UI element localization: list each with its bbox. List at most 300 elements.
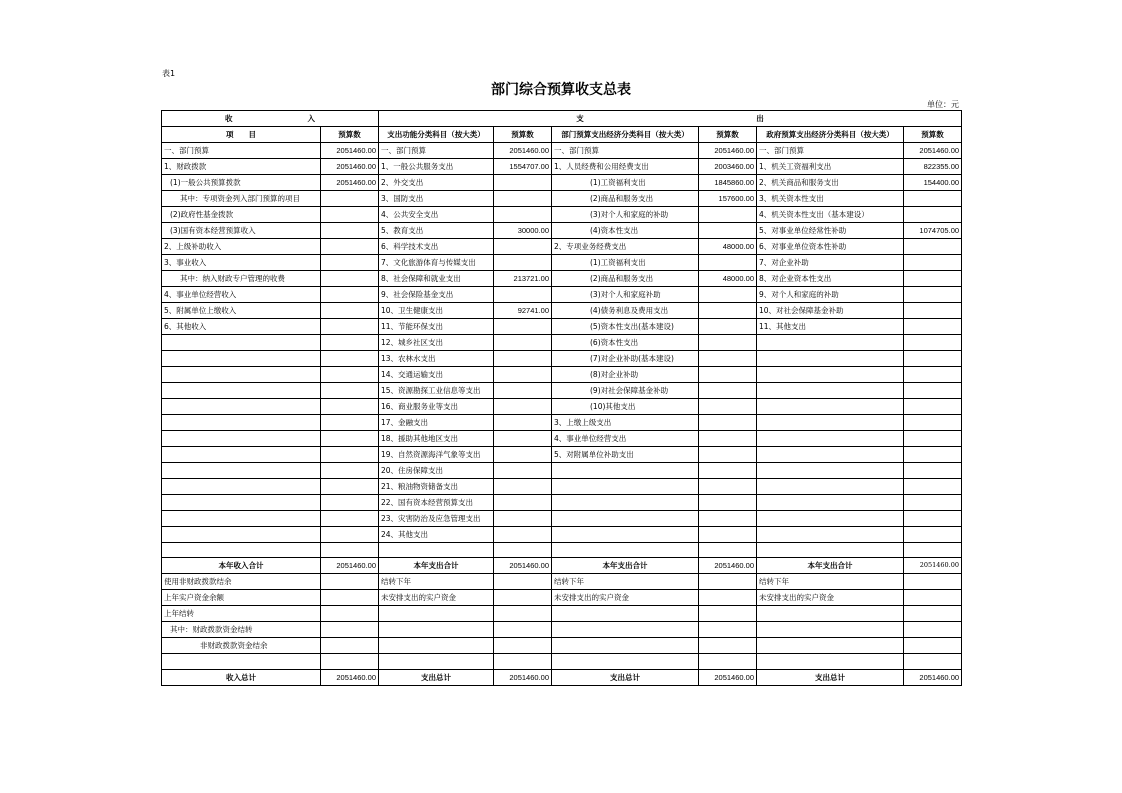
table-row xyxy=(162,463,962,479)
income-item xyxy=(162,527,321,543)
empty-cell xyxy=(904,543,962,558)
table-row xyxy=(162,399,962,415)
gov-econ-budget xyxy=(904,319,962,335)
dept-econ-item: 4、事业单位经营支出 xyxy=(552,431,699,447)
empty-cell xyxy=(379,654,494,669)
dept-econ-item: (5)资本性支出(基本建设) xyxy=(552,319,699,335)
grand-expense-total-label: 支出总计 xyxy=(552,669,699,685)
expense-group-header: 支 出 xyxy=(379,111,962,127)
func-item: 6、科学技术支出 xyxy=(379,239,494,255)
gov-econ-item: 5、对事业单位经常性补助 xyxy=(757,223,904,239)
year-expense-total-label: 本年支出合计 xyxy=(379,558,494,574)
table-row xyxy=(162,239,962,255)
grand-expense-total-value: 2051460.00 xyxy=(494,669,552,685)
year-expense-total-value: 2051460.00 xyxy=(494,558,552,574)
empty-cell xyxy=(699,606,757,622)
dept-econ-item: 一、部门预算 xyxy=(552,143,699,159)
empty-cell xyxy=(494,606,552,622)
dept-econ-item: (1)工资福利支出 xyxy=(552,255,699,271)
carry-income-item: 非财政拨款资金结余 xyxy=(162,638,321,654)
empty-cell xyxy=(494,543,552,558)
gov-econ-item xyxy=(757,335,904,351)
carry-income-item: 其中：财政拨款资金结转 xyxy=(162,622,321,638)
income-group-header: 收 入 xyxy=(162,111,379,127)
func-budget xyxy=(494,447,552,463)
func-budget xyxy=(494,495,552,511)
func-budget: 1554707.00 xyxy=(494,159,552,175)
gov-econ-item: 8、对企业资本性支出 xyxy=(757,271,904,287)
dept-econ-item: (7)对企业补助(基本建设) xyxy=(552,351,699,367)
carry-dept-item: 未安排支出的实户资金 xyxy=(552,590,699,606)
empty-cell xyxy=(494,574,552,590)
empty-cell xyxy=(494,622,552,638)
gov-econ-item: 10、对社会保障基金补助 xyxy=(757,303,904,319)
func-item: 3、国防支出 xyxy=(379,191,494,207)
dept-econ-budget: 2051460.00 xyxy=(699,143,757,159)
dept-econ-budget xyxy=(699,383,757,399)
income-budget xyxy=(321,415,379,431)
dept-econ-budget xyxy=(699,463,757,479)
func-budget: 213721.00 xyxy=(494,271,552,287)
gov-econ-item: 11、其他支出 xyxy=(757,319,904,335)
func-budget xyxy=(494,351,552,367)
func-item: 20、住房保障支出 xyxy=(379,463,494,479)
empty-cell xyxy=(321,638,379,654)
empty-cell xyxy=(494,654,552,669)
empty-cell xyxy=(699,638,757,654)
page-title: 部门综合预算收支总表 xyxy=(491,82,631,98)
dept-econ-budget xyxy=(699,287,757,303)
carry-func-item: 未安排支出的实户资金 xyxy=(379,590,494,606)
dept-econ-item xyxy=(552,511,699,527)
year-expense-total-label: 本年支出合计 xyxy=(552,558,699,574)
income-item: (2)政府性基金拨款 xyxy=(162,207,321,223)
func-budget xyxy=(494,287,552,303)
dept-econ-budget: 48000.00 xyxy=(699,239,757,255)
func-item: 23、灾害防治及应急管理支出 xyxy=(379,511,494,527)
carry-func-item: 结转下年 xyxy=(379,574,494,590)
income-item xyxy=(162,463,321,479)
empty-cell xyxy=(552,654,699,669)
func-budget xyxy=(494,239,552,255)
func-budget xyxy=(494,431,552,447)
income-item: 5、附属单位上缴收入 xyxy=(162,303,321,319)
func-item: 8、社会保障和就业支出 xyxy=(379,271,494,287)
func-item: 10、卫生健康支出 xyxy=(379,303,494,319)
carry-income-item: 上年实户资金余额 xyxy=(162,590,321,606)
empty-cell xyxy=(321,574,379,590)
empty-cell xyxy=(321,590,379,606)
carry-func-item xyxy=(379,638,494,654)
carry-dept-item xyxy=(552,622,699,638)
func-budget xyxy=(494,383,552,399)
gov-econ-item xyxy=(757,415,904,431)
income-budget xyxy=(321,527,379,543)
income-budget xyxy=(321,479,379,495)
carry-row xyxy=(162,622,962,638)
gov-econ-budget xyxy=(904,351,962,367)
gov-econ-budget xyxy=(904,415,962,431)
dept-econ-item: 2、专项业务经费支出 xyxy=(552,239,699,255)
func-item: 16、商业服务业等支出 xyxy=(379,399,494,415)
func-item: 19、自然资源海洋气象等支出 xyxy=(379,447,494,463)
func-budget xyxy=(494,207,552,223)
table-row xyxy=(162,319,962,335)
func-budget xyxy=(494,511,552,527)
gov-econ-item: 7、对企业补助 xyxy=(757,255,904,271)
col-header-dept-econ: 部门预算支出经济分类科目（按大类） xyxy=(552,127,699,143)
income-budget: 2051460.00 xyxy=(321,175,379,191)
gov-econ-budget: 1074705.00 xyxy=(904,223,962,239)
income-item xyxy=(162,351,321,367)
grand-expense-total-value: 2051460.00 xyxy=(904,669,962,685)
empty-cell xyxy=(904,574,962,590)
carry-row xyxy=(162,638,962,654)
table-row xyxy=(162,303,962,319)
carry-gov-item xyxy=(757,638,904,654)
func-item: 2、外交支出 xyxy=(379,175,494,191)
dept-econ-budget: 1845860.00 xyxy=(699,175,757,191)
dept-econ-item: (1)工资福利支出 xyxy=(552,175,699,191)
blank-row xyxy=(162,654,962,669)
dept-econ-item xyxy=(552,495,699,511)
gov-econ-item xyxy=(757,399,904,415)
carry-row xyxy=(162,606,962,622)
func-item: 18、援助其他地区支出 xyxy=(379,431,494,447)
income-budget: 2051460.00 xyxy=(321,143,379,159)
dept-econ-budget xyxy=(699,399,757,415)
income-budget xyxy=(321,303,379,319)
col-header-func: 支出功能分类科目（按大类） xyxy=(379,127,494,143)
carry-gov-item: 未安排支出的实户资金 xyxy=(757,590,904,606)
dept-econ-item: (3)对个人和家庭补助 xyxy=(552,287,699,303)
dept-econ-item: 3、上缴上级支出 xyxy=(552,415,699,431)
dept-econ-budget xyxy=(699,495,757,511)
dept-econ-item: (9)对社会保障基金补助 xyxy=(552,383,699,399)
gov-econ-budget: 822355.00 xyxy=(904,159,962,175)
dept-econ-item: (8)对企业补助 xyxy=(552,367,699,383)
income-item xyxy=(162,431,321,447)
func-budget: 30000.00 xyxy=(494,223,552,239)
gov-econ-budget xyxy=(904,431,962,447)
gov-econ-item xyxy=(757,351,904,367)
income-item: 一、部门预算 xyxy=(162,143,321,159)
func-item: 9、社会保险基金支出 xyxy=(379,287,494,303)
gov-econ-budget: 2051460.00 xyxy=(904,143,962,159)
income-budget xyxy=(321,511,379,527)
income-budget xyxy=(321,399,379,415)
gov-econ-item: 4、机关资本性支出（基本建设） xyxy=(757,207,904,223)
gov-econ-budget xyxy=(904,463,962,479)
unit-label: 单位：元 xyxy=(927,100,959,109)
table-row xyxy=(162,255,962,271)
carry-gov-item xyxy=(757,606,904,622)
empty-cell xyxy=(699,574,757,590)
func-budget xyxy=(494,479,552,495)
dept-econ-item: (10)其他支出 xyxy=(552,399,699,415)
empty-cell xyxy=(757,543,904,558)
dept-econ-budget xyxy=(699,511,757,527)
gov-econ-budget xyxy=(904,335,962,351)
dept-econ-item: 1、人员经费和公用经费支出 xyxy=(552,159,699,175)
year-income-total-label: 本年收入合计 xyxy=(162,558,321,574)
gov-econ-item xyxy=(757,511,904,527)
grand-expense-total-label: 支出总计 xyxy=(757,669,904,685)
income-budget xyxy=(321,447,379,463)
col-header-budget: 预算数 xyxy=(904,127,962,143)
year-expense-total-label: 本年支出合计 xyxy=(757,558,904,574)
income-item: 其中：纳入财政专户管理的收费 xyxy=(162,271,321,287)
income-item: 6、其他收入 xyxy=(162,319,321,335)
gov-econ-item xyxy=(757,431,904,447)
dept-econ-item xyxy=(552,479,699,495)
empty-cell xyxy=(904,638,962,654)
empty-cell xyxy=(162,543,321,558)
dept-econ-item: (2)商品和服务支出 xyxy=(552,191,699,207)
empty-cell xyxy=(321,543,379,558)
gov-econ-budget xyxy=(904,399,962,415)
empty-cell xyxy=(162,654,321,669)
grand-expense-total-label: 支出总计 xyxy=(379,669,494,685)
func-item: 17、金融支出 xyxy=(379,415,494,431)
func-item: 24、其他支出 xyxy=(379,527,494,543)
income-budget xyxy=(321,239,379,255)
func-item: 4、公共安全支出 xyxy=(379,207,494,223)
table-row xyxy=(162,511,962,527)
gov-econ-item xyxy=(757,527,904,543)
func-item: 14、交通运输支出 xyxy=(379,367,494,383)
dept-econ-budget xyxy=(699,351,757,367)
func-item: 1、一般公共服务支出 xyxy=(379,159,494,175)
empty-cell xyxy=(699,654,757,669)
func-item: 21、粮油物资储备支出 xyxy=(379,479,494,495)
table-row xyxy=(162,175,962,191)
func-budget xyxy=(494,399,552,415)
year-expense-total-value: 2051460.00 xyxy=(699,558,757,574)
income-budget: 2051460.00 xyxy=(321,159,379,175)
year-expense-total-value: 2051460.00 xyxy=(904,558,962,574)
dept-econ-budget xyxy=(699,255,757,271)
dept-econ-item xyxy=(552,527,699,543)
blank-row xyxy=(162,543,962,558)
income-item xyxy=(162,511,321,527)
carry-income-item: 使用非财政拨款结余 xyxy=(162,574,321,590)
empty-cell xyxy=(699,543,757,558)
func-item: 5、教育支出 xyxy=(379,223,494,239)
table-row xyxy=(162,495,962,511)
income-budget xyxy=(321,255,379,271)
func-item: 11、节能环保支出 xyxy=(379,319,494,335)
empty-cell xyxy=(904,606,962,622)
empty-cell xyxy=(494,590,552,606)
gov-econ-budget xyxy=(904,303,962,319)
empty-cell xyxy=(321,606,379,622)
func-budget: 2051460.00 xyxy=(494,143,552,159)
table-row xyxy=(162,415,962,431)
table-row xyxy=(162,383,962,399)
col-header-item: 项 目 xyxy=(162,127,321,143)
dept-econ-item: (3)对个人和家庭的补助 xyxy=(552,207,699,223)
table-tag: 表1 xyxy=(162,69,176,78)
func-budget xyxy=(494,335,552,351)
carry-row xyxy=(162,590,962,606)
gov-econ-budget xyxy=(904,367,962,383)
budget-summary-table xyxy=(161,110,962,686)
gov-econ-budget xyxy=(904,191,962,207)
income-item xyxy=(162,383,321,399)
gov-econ-budget xyxy=(904,287,962,303)
carry-func-item xyxy=(379,606,494,622)
gov-econ-budget xyxy=(904,239,962,255)
table-row xyxy=(162,335,962,351)
func-item: 7、文化旅游体育与传媒支出 xyxy=(379,255,494,271)
gov-econ-item xyxy=(757,463,904,479)
year-total-row xyxy=(162,558,962,574)
table-row xyxy=(162,479,962,495)
gov-econ-item: 一、部门预算 xyxy=(757,143,904,159)
dept-econ-budget xyxy=(699,319,757,335)
table-row xyxy=(162,447,962,463)
table-row xyxy=(162,271,962,287)
carry-dept-item: 结转下年 xyxy=(552,574,699,590)
gov-econ-item: 1、机关工资福利支出 xyxy=(757,159,904,175)
gov-econ-budget xyxy=(904,495,962,511)
gov-econ-budget xyxy=(904,383,962,399)
grand-income-total-value: 2051460.00 xyxy=(321,669,379,685)
dept-econ-item: (2)商品和服务支出 xyxy=(552,271,699,287)
dept-econ-budget xyxy=(699,303,757,319)
dept-econ-item xyxy=(552,463,699,479)
gov-econ-item: 3、机关资本性支出 xyxy=(757,191,904,207)
income-item: 1、财政拨款 xyxy=(162,159,321,175)
gov-econ-item xyxy=(757,447,904,463)
carry-row xyxy=(162,574,962,590)
income-budget xyxy=(321,351,379,367)
empty-cell xyxy=(321,654,379,669)
table-body xyxy=(162,111,962,686)
dept-econ-budget: 48000.00 xyxy=(699,271,757,287)
income-item xyxy=(162,335,321,351)
func-budget xyxy=(494,527,552,543)
gov-econ-budget xyxy=(904,271,962,287)
table-row xyxy=(162,143,962,159)
table-row xyxy=(162,191,962,207)
table-row xyxy=(162,367,962,383)
income-budget xyxy=(321,383,379,399)
table-row xyxy=(162,527,962,543)
empty-cell xyxy=(904,654,962,669)
empty-cell xyxy=(904,590,962,606)
empty-cell xyxy=(321,622,379,638)
dept-econ-item: (6)资本性支出 xyxy=(552,335,699,351)
income-item: (1)一般公共预算拨款 xyxy=(162,175,321,191)
year-income-total-value: 2051460.00 xyxy=(321,558,379,574)
gov-econ-budget xyxy=(904,447,962,463)
gov-econ-item xyxy=(757,479,904,495)
gov-econ-item: 6、对事业单位资本性补助 xyxy=(757,239,904,255)
income-item xyxy=(162,399,321,415)
gov-econ-budget xyxy=(904,255,962,271)
carry-gov-item: 结转下年 xyxy=(757,574,904,590)
func-budget: 92741.00 xyxy=(494,303,552,319)
empty-cell xyxy=(904,622,962,638)
func-budget xyxy=(494,255,552,271)
empty-cell xyxy=(699,590,757,606)
table-row xyxy=(162,287,962,303)
dept-econ-budget xyxy=(699,415,757,431)
func-budget xyxy=(494,191,552,207)
income-item xyxy=(162,479,321,495)
dept-econ-item: 5、对附属单位补助支出 xyxy=(552,447,699,463)
dept-econ-budget xyxy=(699,527,757,543)
table-row xyxy=(162,351,962,367)
income-budget xyxy=(321,335,379,351)
func-budget xyxy=(494,319,552,335)
dept-econ-budget: 157600.00 xyxy=(699,191,757,207)
gov-econ-item xyxy=(757,367,904,383)
grand-expense-total-value: 2051460.00 xyxy=(699,669,757,685)
carry-dept-item xyxy=(552,638,699,654)
carry-income-item: 上年结转 xyxy=(162,606,321,622)
income-budget xyxy=(321,463,379,479)
income-budget xyxy=(321,287,379,303)
income-item: 3、事业收入 xyxy=(162,255,321,271)
func-item: 12、城乡社区支出 xyxy=(379,335,494,351)
func-budget xyxy=(494,463,552,479)
func-budget xyxy=(494,367,552,383)
col-header-budget: 预算数 xyxy=(699,127,757,143)
income-budget xyxy=(321,431,379,447)
empty-cell xyxy=(379,543,494,558)
table-row xyxy=(162,431,962,447)
carry-dept-item xyxy=(552,606,699,622)
income-item xyxy=(162,415,321,431)
empty-cell xyxy=(699,622,757,638)
dept-econ-item: (4)资本性支出 xyxy=(552,223,699,239)
col-header-gov-econ: 政府预算支出经济分类科目（按大类） xyxy=(757,127,904,143)
gov-econ-item xyxy=(757,495,904,511)
dept-econ-budget xyxy=(699,479,757,495)
income-item: 其中：专项资金列入部门预算的项目 xyxy=(162,191,321,207)
empty-cell xyxy=(552,543,699,558)
func-budget xyxy=(494,415,552,431)
gov-econ-item: 2、机关商品和服务支出 xyxy=(757,175,904,191)
empty-cell xyxy=(757,654,904,669)
dept-econ-budget xyxy=(699,207,757,223)
income-budget xyxy=(321,223,379,239)
income-budget xyxy=(321,191,379,207)
table-row xyxy=(162,159,962,175)
income-item: 4、事业单位经营收入 xyxy=(162,287,321,303)
func-item: 一、部门预算 xyxy=(379,143,494,159)
empty-cell xyxy=(494,638,552,654)
func-budget xyxy=(494,175,552,191)
carry-func-item xyxy=(379,622,494,638)
income-item: 2、上级补助收入 xyxy=(162,239,321,255)
dept-econ-budget xyxy=(699,431,757,447)
income-item xyxy=(162,447,321,463)
income-budget xyxy=(321,367,379,383)
income-budget xyxy=(321,495,379,511)
table-row xyxy=(162,223,962,239)
gov-econ-budget xyxy=(904,207,962,223)
income-budget xyxy=(321,207,379,223)
gov-econ-budget xyxy=(904,479,962,495)
gov-econ-budget: 154400.00 xyxy=(904,175,962,191)
carry-gov-item xyxy=(757,622,904,638)
dept-econ-budget xyxy=(699,335,757,351)
gov-econ-budget xyxy=(904,511,962,527)
